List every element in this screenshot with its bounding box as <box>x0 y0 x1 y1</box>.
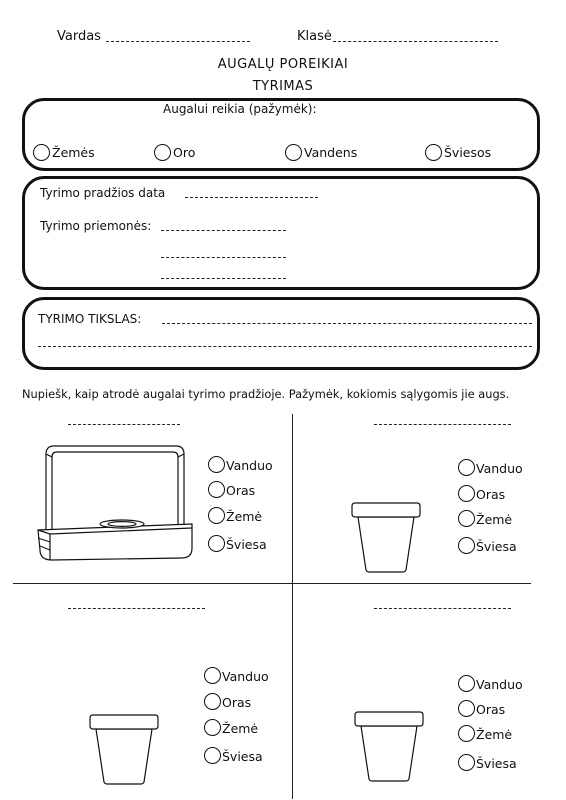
checkbox-circle[interactable] <box>208 481 225 498</box>
quadrant-caption-line[interactable] <box>374 608 511 609</box>
checkbox-circle[interactable] <box>458 675 475 692</box>
page-title: AUGALŲ POREIKIAI <box>217 57 349 72</box>
checkbox-circle[interactable] <box>208 535 225 552</box>
option-label: Vandens <box>304 145 358 160</box>
tools-label: Tyrimo priemonės: <box>40 219 152 233</box>
grid-divider-horizontal <box>13 583 531 584</box>
instruction-text: Nupiešk, kaip atrodė augalai tyrimo pradžioje. Pažymėk, kokiomis sąlygomis jie augs. <box>22 387 510 401</box>
goal-line[interactable] <box>162 323 532 324</box>
option-label: Oro <box>173 145 196 160</box>
checkbox-circle[interactable] <box>285 144 302 161</box>
option-label: Žemė <box>226 509 263 524</box>
flower-pot-image <box>348 500 424 574</box>
option-label: Šviesa <box>476 756 517 771</box>
checkbox-circle[interactable] <box>425 144 442 161</box>
option-label: Žemė <box>222 721 259 736</box>
option-label: Šviesos <box>444 145 492 160</box>
option-label: Šviesa <box>222 749 263 764</box>
goal-box <box>22 297 540 370</box>
tools-line[interactable] <box>161 257 286 258</box>
name-label: Vardas <box>57 29 101 44</box>
option-label: Vanduo <box>222 669 269 684</box>
checkbox-circle[interactable] <box>204 719 221 736</box>
option-label: Vanduo <box>226 458 273 473</box>
class-field-line[interactable] <box>333 41 498 42</box>
start-date-label: Tyrimo pradžios data <box>40 186 166 200</box>
planter-with-lamp-image <box>34 440 196 565</box>
checkbox-circle[interactable] <box>458 510 475 527</box>
goal-label: TYRIMO TIKSLAS: <box>38 312 142 326</box>
checkbox-circle[interactable] <box>458 537 475 554</box>
quadrant-caption-line[interactable] <box>374 424 511 425</box>
checkbox-circle[interactable] <box>458 485 475 502</box>
goal-line[interactable] <box>38 346 532 347</box>
checkbox-circle[interactable] <box>204 693 221 710</box>
start-date-line[interactable] <box>185 197 318 198</box>
grid-divider-vertical <box>292 414 293 799</box>
checkbox-circle[interactable] <box>33 144 50 161</box>
quadrant-caption-line[interactable] <box>68 608 205 609</box>
flower-pot-image <box>86 712 162 786</box>
option-label: Šviesa <box>226 537 267 552</box>
option-label: Vanduo <box>476 461 523 476</box>
option-label: Oras <box>476 702 506 717</box>
checkbox-circle[interactable] <box>154 144 171 161</box>
option-label: Žemė <box>476 512 513 527</box>
class-label: Klasė <box>297 29 332 44</box>
quadrant-caption-line[interactable] <box>68 424 180 425</box>
checkbox-circle[interactable] <box>208 507 225 524</box>
page-subtitle: TYRIMAS <box>252 79 314 94</box>
tools-line[interactable] <box>161 230 286 231</box>
needs-prompt: Augalui reikia (pažymėk): <box>163 102 317 116</box>
checkbox-circle[interactable] <box>208 456 225 473</box>
checkbox-circle[interactable] <box>204 747 221 764</box>
option-label: Oras <box>226 483 256 498</box>
checkbox-circle[interactable] <box>204 667 221 684</box>
option-label: Oras <box>222 695 252 710</box>
option-label: Žemės <box>52 145 95 160</box>
name-field-line[interactable] <box>106 41 250 42</box>
checkbox-circle[interactable] <box>458 725 475 742</box>
option-label: Šviesa <box>476 539 517 554</box>
option-label: Vanduo <box>476 677 523 692</box>
flower-pot-image <box>351 709 427 783</box>
option-label: Žemė <box>476 727 513 742</box>
option-label: Oras <box>476 487 506 502</box>
checkbox-circle[interactable] <box>458 754 475 771</box>
checkbox-circle[interactable] <box>458 700 475 717</box>
checkbox-circle[interactable] <box>458 459 475 476</box>
tools-line[interactable] <box>161 278 286 279</box>
